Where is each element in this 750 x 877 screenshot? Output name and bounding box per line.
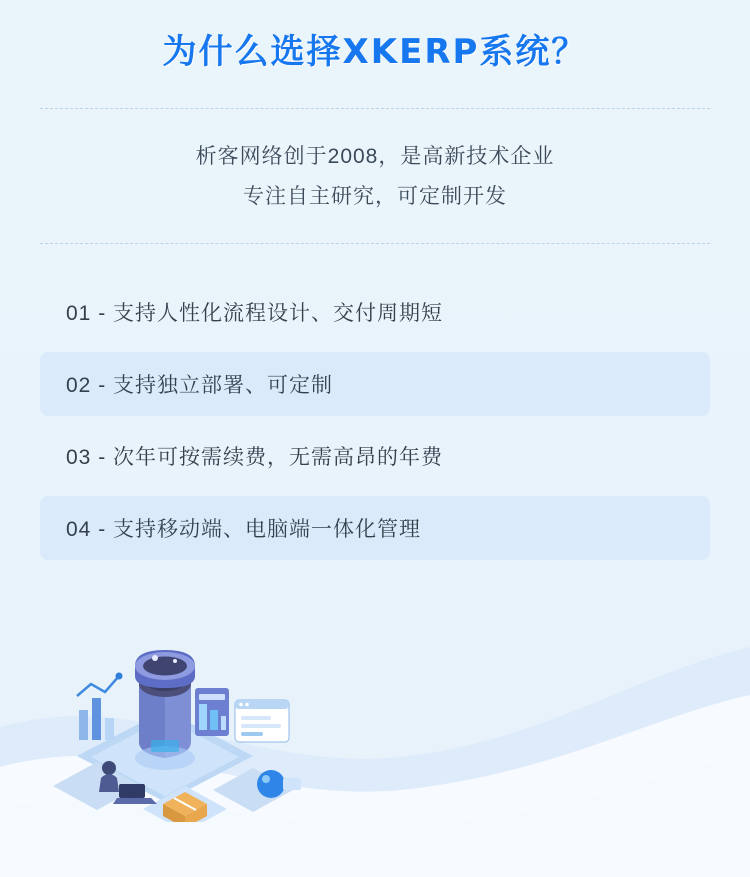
feature-label-03: 次年可按需续费，无需高昂的年费 [113, 446, 444, 469]
feature-label-02: 支持独立部署、可定制 [113, 374, 334, 397]
feature-separator-02: - [98, 374, 107, 397]
feature-number-03: 03 [66, 446, 92, 469]
isometric-data-server-illustration [35, 592, 365, 822]
page-title: 为什么选择XKERP系统？ [162, 32, 588, 72]
intro-line-2: 专注自主研究，可定制开发 [243, 184, 507, 208]
feature-row-01 [40, 280, 710, 344]
intro-line-1: 析客网络创于2008，是高新技术企业 [195, 145, 555, 168]
feature-separator-04: - [98, 518, 107, 541]
feature-number-01: 01 [66, 302, 92, 325]
feature-row-04 [40, 496, 710, 560]
feature-number-02: 02 [66, 374, 92, 397]
feature-label-04: 支持移动端、电脑端一体化管理 [113, 518, 422, 541]
feature-text-01 [66, 297, 443, 327]
feature-text-04 [66, 513, 421, 543]
feature-number-04: 04 [66, 518, 92, 541]
page-title-container [0, 24, 750, 73]
feature-text-02 [66, 369, 333, 399]
feature-text-03 [66, 441, 443, 471]
feature-label-01: 支持人性化流程设计、交付周期短 [113, 302, 444, 325]
feature-separator-03: - [98, 446, 107, 469]
intro-block [40, 108, 710, 244]
feature-list [40, 280, 710, 568]
feature-row-02 [40, 352, 710, 416]
feature-row-03 [40, 424, 710, 488]
feature-separator-01: - [98, 302, 107, 325]
